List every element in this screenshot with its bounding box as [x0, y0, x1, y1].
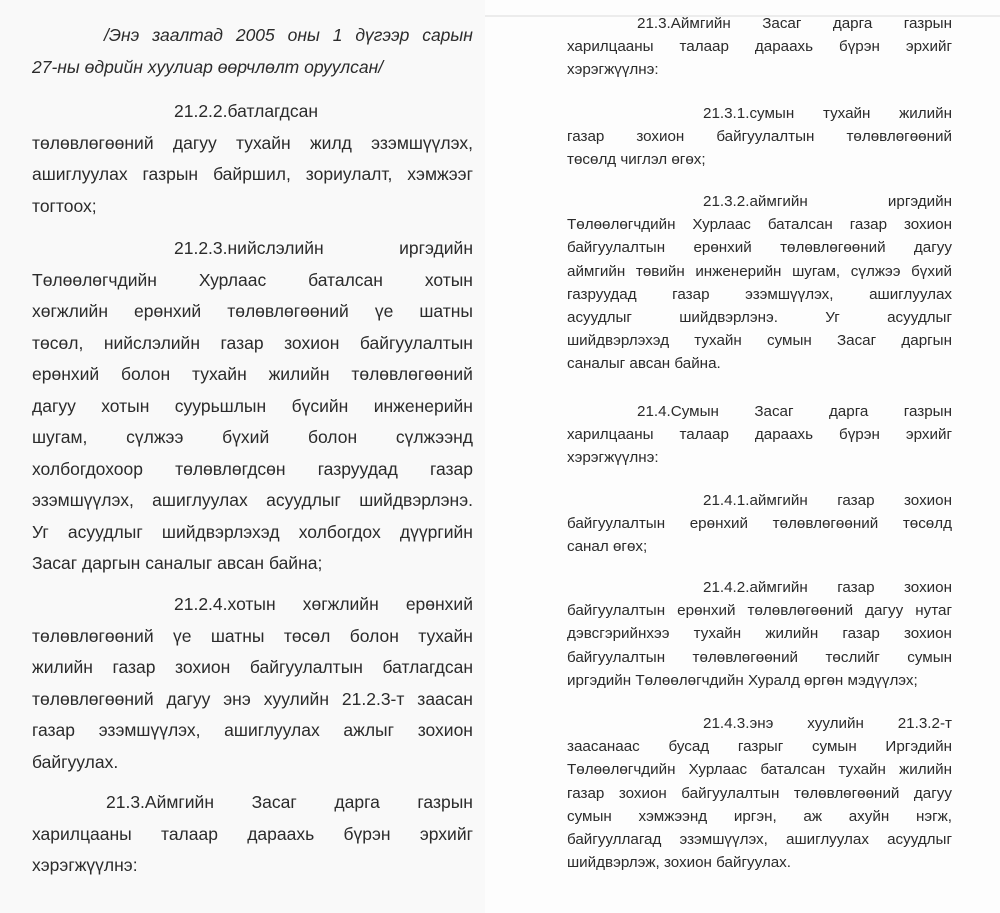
word: суурьшлын [174, 395, 267, 416]
clause-21-2-4 [32, 589, 473, 778]
word: бүхий [222, 427, 270, 447]
word: ашиглуулах [786, 831, 869, 849]
clause-number-line [32, 233, 473, 265]
word: шугам, [32, 427, 88, 447]
word: хотын [424, 269, 473, 290]
clause-number-line [567, 190, 952, 213]
word: аймгийн [567, 262, 626, 280]
word: дагуу [865, 602, 904, 620]
text-line [567, 782, 952, 805]
word: газар [837, 579, 875, 596]
word: байгуулалтын [567, 648, 666, 666]
word: иргэдийн [399, 238, 473, 258]
word: зохион [618, 784, 667, 802]
word: энэ [223, 688, 251, 709]
word: зохион [903, 216, 952, 234]
word: заасан [417, 688, 473, 709]
text-line [32, 715, 473, 747]
word: газрын [417, 792, 473, 812]
word: жилийн [32, 657, 93, 677]
word: газруудад [317, 458, 398, 479]
word: Уг [825, 309, 840, 327]
text-line [32, 517, 473, 549]
word: газар [32, 720, 76, 740]
word: газар [112, 657, 156, 677]
word: бүрэн [839, 426, 880, 444]
text-line [567, 805, 952, 828]
word: ерөнхий [32, 364, 100, 384]
word: харилцааны [567, 38, 654, 56]
word: ерөнхий [689, 515, 749, 533]
word: шийдвэрлэхэд [161, 521, 280, 542]
word: даргын [901, 332, 952, 350]
word: зориулалт, [305, 164, 393, 184]
word: 21.2.3-т [341, 688, 405, 709]
word: аж [803, 807, 823, 825]
word: тухайн [822, 105, 871, 122]
word: Засаг [754, 403, 794, 420]
word: Уг [32, 521, 49, 542]
word: газрын [903, 403, 952, 420]
word: байршил, [213, 164, 291, 184]
word: төлөвлөгөөний [692, 648, 799, 666]
word: шийдвэрлэхэд [567, 332, 670, 350]
clause-number-line [567, 400, 952, 423]
text-line [567, 260, 952, 283]
word: жилийн [268, 364, 330, 384]
text-line [567, 599, 952, 622]
word: шугам, [792, 262, 841, 280]
word: хуулийн [807, 715, 864, 732]
word: сарын [422, 25, 473, 45]
word: дагуу [172, 132, 217, 153]
word: дүүргийн [399, 521, 473, 542]
text-line [32, 328, 473, 360]
word: сумын [567, 807, 612, 825]
text-line: санал өгөх; [567, 538, 648, 556]
word: холбогдох [298, 521, 381, 542]
word: талаар [679, 38, 729, 56]
word: 21.2.4.хотын [174, 594, 276, 614]
word: асуудлыг [266, 490, 341, 510]
amendment-note [32, 20, 473, 83]
word: ашиглуулах [869, 285, 952, 303]
word: эрхийг [905, 38, 952, 56]
word: ерөнхий [677, 602, 736, 620]
text-line: 27-ны өдрийн хуулиар өөрчлөлт оруулсан/ [32, 56, 384, 77]
word: холбогдохоор [32, 458, 143, 479]
word: инженерийн [373, 395, 473, 416]
clause-21-2-3 [32, 233, 473, 580]
word: жилийн [765, 625, 819, 643]
word: байгуулалтын [567, 515, 666, 533]
text-line [32, 684, 473, 716]
text-line [567, 213, 952, 236]
word: сүлжээ [126, 427, 184, 447]
word: жилийн [899, 761, 952, 779]
word: нийслэлийн [103, 332, 200, 353]
word: заасанаас [567, 738, 640, 756]
word: жилийн [899, 105, 952, 122]
word: асуудлыг [567, 309, 632, 327]
word: үе [172, 625, 192, 646]
word: төлөвлөгөөний [772, 515, 879, 533]
word: тухайн [694, 332, 742, 350]
word: ашиглуулах [224, 720, 320, 740]
word: бүсийн [291, 395, 349, 416]
clause-number-line [567, 489, 952, 512]
word: иргэн, [733, 807, 777, 825]
word: үе [374, 301, 394, 321]
text-line [32, 819, 473, 851]
word: төсөл [283, 625, 331, 646]
word: төлөвлөгөөний [846, 128, 952, 146]
word: газар [567, 784, 605, 802]
text-line [567, 622, 952, 645]
right-document-page [485, 0, 1000, 913]
word: газар [842, 625, 880, 643]
word: газрын [142, 164, 199, 184]
word: дүгээр [355, 25, 410, 45]
word: бүрэн [839, 38, 880, 56]
word: бүрэн [343, 823, 391, 844]
word: дарга [334, 792, 380, 812]
text-line [567, 828, 952, 851]
word: дагуу [913, 239, 952, 257]
word: асуудлыг [887, 309, 952, 327]
word: талаар [161, 823, 218, 844]
left-document-page [0, 0, 485, 913]
word: харилцааны [32, 823, 132, 844]
word: эзэмшүүлэх, [32, 490, 134, 510]
word: 21.3.1.сумын [703, 105, 795, 122]
word: төвийн [635, 262, 685, 280]
word: жилд [309, 132, 352, 153]
text-line [567, 236, 952, 259]
word: баталсан [760, 761, 826, 779]
text-line: саналыг авсан байна. [567, 355, 721, 373]
word: болон [349, 625, 399, 646]
word: 21.4.1.аймгийн [703, 492, 808, 509]
word: зохион [904, 579, 952, 596]
word: байгуулалтын [359, 332, 473, 353]
clause-21-4-2 [567, 576, 952, 692]
word: асуудлыг [67, 521, 143, 542]
word: эзэмшүүлэх, [371, 132, 473, 153]
word: хэмжээнд [638, 807, 708, 825]
word: 21.3.Аймгийн [637, 15, 731, 32]
word: төсөл, [32, 332, 84, 353]
text-line [567, 306, 952, 329]
word: төлөвлөгөөний [780, 239, 886, 257]
word: дагуу [166, 688, 211, 709]
word: байгуулалтын [567, 239, 666, 257]
text-line [567, 35, 952, 58]
clause-number-line [567, 12, 952, 35]
word: зохион [417, 720, 473, 740]
word: байгуулалтын [681, 784, 780, 802]
word: 21.3.2-т [897, 715, 952, 732]
word: 21.3.2.аймгийн [703, 193, 808, 210]
text-line [567, 735, 952, 758]
word: газар [567, 128, 605, 146]
word: төлөвлөгөөний [32, 132, 154, 153]
word: оны [287, 25, 320, 45]
word: ажлыг [343, 720, 395, 740]
word: байгуулалтын [567, 602, 666, 620]
word: төлөвлөгөөний [32, 625, 154, 646]
word: 21.4.Сумын [637, 403, 719, 420]
word: төлөвлөгөөний [32, 688, 154, 709]
clause-number-line [567, 576, 952, 599]
text-line [32, 391, 473, 423]
word: тухайн [236, 132, 291, 153]
word: сумын [766, 332, 812, 350]
text-line [32, 159, 473, 191]
clause-number-line: 21.2.2.батлагдсан [174, 101, 319, 121]
word: сүлжээ [850, 262, 901, 280]
word: хотын [101, 395, 150, 416]
word: эзэмшүүлэх, [98, 720, 201, 740]
word: дагуу [32, 395, 76, 416]
word: 21.4.3.энэ [703, 715, 774, 732]
text-line [567, 512, 952, 535]
word: төлөвлөгөөний [793, 784, 900, 802]
word: нутаг [915, 602, 952, 620]
word: 21.2.3.нийслэлийн [174, 238, 324, 258]
word: ерөнхий [405, 594, 473, 614]
clause-21-3-1 [567, 102, 952, 172]
word: төлөвлөгдсөн [175, 458, 286, 479]
clause-21-3-2 [567, 190, 952, 376]
word: болон [121, 364, 171, 384]
word: шийдвэрлэнэ. [679, 309, 778, 327]
word: төлөвлөгөөний [747, 602, 854, 620]
word: дарга [828, 403, 869, 420]
word: тухайн [192, 364, 247, 384]
word: сумын [907, 648, 952, 666]
word: дарга [832, 15, 873, 32]
clause-21-3 [32, 787, 473, 882]
word: зохион [175, 657, 231, 677]
text-line [567, 646, 952, 669]
word: эзэмшүүлэх, [679, 831, 768, 849]
clause-21-4-3 [567, 712, 952, 874]
text-line [567, 329, 952, 352]
word: газар [849, 216, 888, 234]
word: асуудлыг [887, 831, 952, 849]
word: ахуйн [848, 807, 890, 825]
word: сүлжээнд [395, 427, 473, 447]
word: зохион [284, 332, 340, 353]
text-line: тогтоох; [32, 195, 97, 216]
clause-number-line [32, 589, 473, 621]
word: хөгжлийн [302, 594, 379, 614]
word: 1 [332, 25, 343, 45]
text-line [32, 485, 473, 517]
word: Хурлаас [688, 761, 748, 779]
text-line [567, 125, 952, 148]
word: 21.4.2.аймгийн [703, 579, 808, 596]
word: ашиглуулах [32, 164, 128, 184]
word: төлөвлөгөөний [227, 301, 349, 321]
text-line: төсөлд чиглэл өгөх; [567, 151, 706, 169]
text-line [32, 621, 473, 653]
word: харилцааны [567, 426, 654, 444]
word: инженерийн [695, 262, 782, 280]
word: бүхий [911, 262, 952, 280]
word: эрхийг [905, 426, 952, 444]
word: тухайн [418, 625, 473, 646]
word: хуулийн [263, 688, 329, 709]
word: газар [837, 492, 875, 509]
word: шийдвэрлэнэ. [359, 490, 473, 510]
text-line: иргэдийн Төлөөлөгчдийн Хуралд өргөн мэдүүлэх; [567, 671, 918, 689]
text-line [32, 422, 473, 454]
word: Засаг [762, 15, 802, 32]
clause-21-2-2 [32, 96, 473, 222]
word: газрын [903, 15, 952, 32]
text-line: шийдвэрлэж, зохион байгуулах. [567, 854, 791, 872]
word: Төлөөлөгчдийн [32, 269, 157, 290]
word: Иргэдийн [885, 738, 952, 756]
word: иргэдийн [887, 193, 952, 210]
word: зохион [636, 128, 685, 146]
word: хэмжээг [407, 164, 473, 184]
word: Засаг [836, 332, 877, 350]
text-line [32, 20, 473, 52]
word: 2005 [235, 25, 275, 45]
word: дараахь [754, 38, 814, 56]
word: тухайн [838, 761, 886, 779]
word: 21.3.Аймгийн [106, 792, 214, 812]
word: ерөнхий [693, 239, 752, 257]
word: төслийг [825, 648, 880, 666]
clause-number-line [567, 102, 952, 125]
word: газар [429, 458, 473, 479]
clause-number-line [32, 787, 473, 819]
word: заалтад [152, 25, 223, 45]
text-line [32, 359, 473, 391]
clause-21-4 [567, 400, 952, 470]
word: дэвсгэрийнхээ [567, 625, 670, 643]
word: болон [307, 427, 358, 447]
word: газар [672, 285, 710, 303]
text-line [32, 265, 473, 297]
text-line [32, 128, 473, 160]
word: зохион [903, 625, 952, 643]
text-line: хэрэгжүүлнэ: [567, 61, 659, 79]
word: тухайн [693, 625, 742, 643]
text-line [32, 652, 473, 684]
word: Засаг [251, 792, 297, 812]
text-line: хэрэгжүүлнэ: [32, 855, 138, 875]
clause-21-3 [567, 12, 952, 82]
word: сумын [811, 738, 857, 756]
word: баталсан [767, 216, 833, 234]
word: батлагдсан [382, 657, 473, 677]
word: дараахь [754, 426, 814, 444]
word: хөгжлийн [32, 301, 108, 321]
clause-number-line [567, 712, 952, 735]
text-line: байгуулах. [32, 751, 119, 772]
word: бусад [668, 738, 710, 756]
text-line: хэрэгжүүлнэ: [567, 449, 659, 467]
word: зохион [904, 492, 952, 509]
text-line [32, 296, 473, 328]
word: төсөлд [902, 515, 952, 533]
word: баталсан [308, 269, 383, 290]
word: Төлөөлөгчдийн [567, 216, 676, 234]
word: талаар [679, 426, 729, 444]
word: Хурлаас [692, 216, 751, 234]
word: газруудад [567, 285, 637, 303]
word: ерөнхий [134, 301, 202, 321]
word: газар [220, 332, 264, 353]
word: шатны [419, 301, 473, 321]
word: Хурлаас [198, 269, 267, 290]
text-line [567, 758, 952, 781]
word: шатны [210, 625, 265, 646]
word: байгуулалтын [716, 128, 815, 146]
word: дагуу [913, 784, 952, 802]
word: эрхийг [419, 823, 473, 844]
text-line [567, 283, 952, 306]
word: газрыг [737, 738, 784, 756]
clause-21-4-1 [567, 489, 952, 559]
word: байгуулалтын [249, 657, 363, 677]
word: Төлөөлөгчдийн [567, 761, 676, 779]
word: эзэмшүүлэх, [745, 285, 834, 303]
word: төлөвлөгөөний [351, 364, 473, 384]
text-line [567, 423, 952, 446]
word: ашиглуулах [152, 490, 248, 510]
word: байгууллагад [567, 831, 662, 849]
text-line: Засаг даргын саналыг авсан байна; [32, 553, 323, 573]
word: нэгж, [915, 807, 952, 825]
word: /Энэ [104, 25, 140, 45]
text-line [32, 454, 473, 486]
word: дараахь [247, 823, 315, 844]
